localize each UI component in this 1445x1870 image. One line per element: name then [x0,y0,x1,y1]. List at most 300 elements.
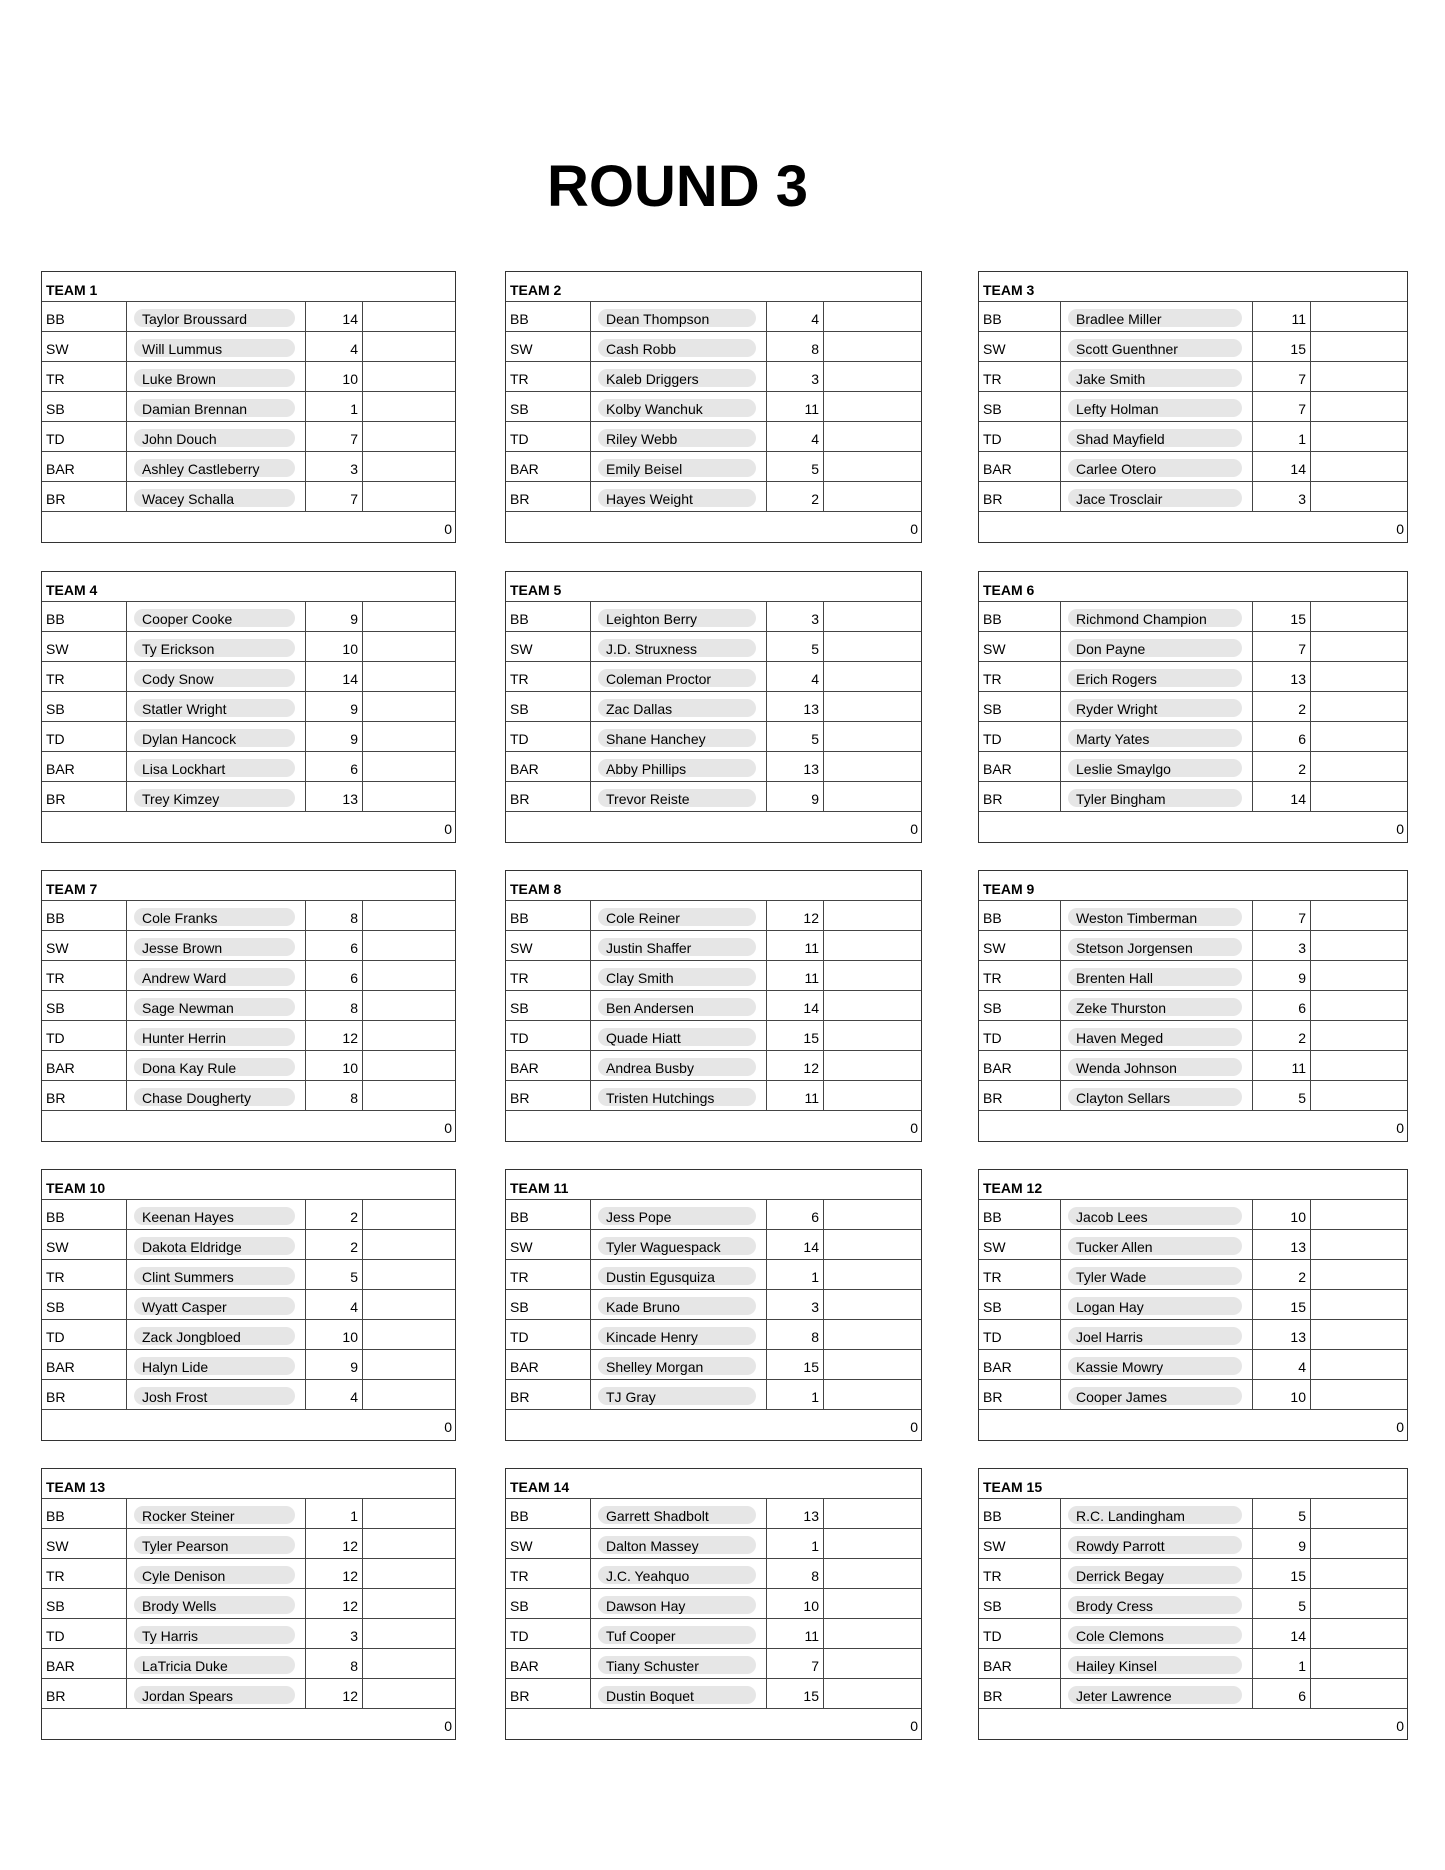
event-code: BR [510,1688,530,1704]
draw-number: 13 [803,761,819,777]
draw-number: 3 [811,611,819,627]
event-code: BR [46,1090,66,1106]
event-code: BR [510,791,530,807]
team-total: 0 [1396,521,1404,537]
team-label: TEAM 5 [510,582,562,598]
event-code: BB [46,910,65,926]
contestant-name: Brody Cress [1076,1598,1154,1614]
draw-number: 9 [811,791,819,807]
team-label: TEAM 4 [46,582,98,598]
table-row [506,1679,921,1709]
table-row [42,602,455,632]
event-code: BB [510,1508,529,1524]
table-row [979,1589,1407,1619]
contestant-name: Hunter Herrin [142,1030,227,1046]
table-row [506,1290,921,1320]
draw-number: 5 [811,461,819,477]
event-code: BB [46,1209,65,1225]
draw-number: 12 [342,1598,358,1614]
event-code: BB [983,910,1002,926]
event-code: SW [46,1538,69,1554]
table-row [979,1230,1407,1260]
draw-number: 6 [1298,1688,1306,1704]
draw-number: 4 [350,341,358,357]
contestant-name: Damian Brennan [142,401,248,417]
table-row [506,482,921,512]
contestant-name: Sage Newman [142,1000,234,1016]
event-code: TD [510,1628,529,1644]
contestant-name: J.C. Yeahquo [606,1568,690,1584]
team-header [506,871,921,901]
table-row [506,1081,921,1111]
event-code: TR [46,1269,65,1285]
event-code: TD [983,1030,1002,1046]
table-row [42,1559,455,1589]
contestant-name: Dustin Boquet [606,1688,694,1704]
draw-number: 5 [1298,1508,1306,1524]
draw-number: 9 [1298,1538,1306,1554]
draw-number: 10 [1290,1209,1306,1225]
team-label: TEAM 13 [46,1479,106,1495]
table-row [979,752,1407,782]
team-total-row [42,812,455,842]
team-total-row [979,1111,1407,1141]
contestant-name: Tristen Hutchings [606,1090,715,1106]
draw-number: 11 [804,1090,819,1106]
contestant-name: Andrea Busby [606,1060,694,1076]
contestant-name: Cooper Cooke [142,611,233,627]
event-code: SB [983,701,1002,717]
table-row [979,602,1407,632]
contestant-name: Ryder Wright [1076,701,1158,717]
draw-number: 6 [1298,731,1306,747]
draw-number: 3 [1298,940,1306,956]
team-header [506,572,921,602]
team-total: 0 [444,1718,452,1734]
draw-number: 12 [803,910,819,926]
contestant-name: Clay Smith [606,970,674,986]
draw-number: 2 [1298,761,1306,777]
team-label: TEAM 14 [510,1479,570,1495]
draw-number: 11 [804,401,819,417]
contestant-name: Stetson Jorgensen [1076,940,1193,956]
draw-number: 4 [350,1389,358,1405]
team-header [42,871,455,901]
draw-number: 7 [350,491,358,507]
event-code: BB [510,910,529,926]
draw-number: 10 [803,1598,819,1614]
draw-number: 2 [1298,1269,1306,1285]
draw-number: 1 [811,1389,819,1405]
contestant-name: Leslie Smaylgo [1076,761,1171,777]
contestant-name: Wacey Schalla [142,491,235,507]
table-row [979,901,1407,931]
team-table [41,1169,456,1441]
table-row [979,961,1407,991]
event-code: BR [46,1389,66,1405]
event-code: BAR [510,761,539,777]
draw-number: 8 [811,341,819,357]
team-label: TEAM 15 [983,1479,1043,1495]
event-code: BAR [983,461,1012,477]
draw-number: 12 [342,1538,358,1554]
event-code: TD [983,1628,1002,1644]
contestant-name: Brenten Hall [1076,970,1154,986]
event-code: BR [510,491,530,507]
table-row [42,302,455,332]
event-code: SB [983,1299,1002,1315]
contestant-name: Luke Brown [142,371,216,387]
table-row [42,991,455,1021]
table-row [506,692,921,722]
table-row [42,1679,455,1709]
draw-number: 9 [350,611,358,627]
table-row [42,722,455,752]
team-header [42,1170,455,1200]
draw-number: 9 [350,731,358,747]
draw-number: 2 [350,1239,358,1255]
contestant-name: Dustin Egusquiza [606,1269,715,1285]
draw-number: 5 [350,1269,358,1285]
table-row [979,662,1407,692]
draw-number: 7 [811,1658,819,1674]
team-label: TEAM 1 [46,282,98,298]
event-code: TD [510,731,529,747]
draw-number: 9 [350,1359,358,1375]
team-label: TEAM 8 [510,881,562,897]
draw-number: 10 [1290,1389,1306,1405]
team-total: 0 [910,1718,918,1734]
contestant-name: Andrew Ward [142,970,227,986]
draw-number: 6 [1298,1000,1306,1016]
table-row [42,482,455,512]
team-label: TEAM 9 [983,881,1035,897]
table-row [506,392,921,422]
event-code: TD [46,731,65,747]
event-code: SB [983,1598,1002,1614]
team-total: 0 [1396,1419,1404,1435]
draw-number: 1 [350,1508,358,1524]
event-code: TR [983,1568,1002,1584]
draw-number: 15 [1290,1568,1306,1584]
table-row [42,1260,455,1290]
contestant-name: Jordan Spears [142,1688,234,1704]
contestant-name: Clayton Sellars [1076,1090,1171,1106]
contestant-name: Joel Harris [1076,1329,1143,1345]
draw-number: 11 [804,970,819,986]
contestant-name: Cole Franks [142,910,218,926]
contestant-name: Bradlee Miller [1076,311,1162,327]
table-row [506,1589,921,1619]
event-code: TD [510,1030,529,1046]
draw-number: 7 [1298,401,1306,417]
event-code: BAR [510,1359,539,1375]
event-code: SB [510,1299,529,1315]
table-row [506,1021,921,1051]
table-row [42,1230,455,1260]
contestant-name: Dalton Massey [606,1538,699,1554]
table-row [979,1320,1407,1350]
contestant-name: Tyler Waguespack [606,1239,721,1255]
contestant-name: Kassie Mowry [1076,1359,1164,1375]
team-total: 0 [910,821,918,837]
event-code: BAR [983,1359,1012,1375]
team-total-row [506,812,921,842]
team-label: TEAM 2 [510,282,562,298]
contestant-name: Brody Wells [142,1598,217,1614]
contestant-name: Cyle Denison [142,1568,226,1584]
table-row [506,991,921,1021]
table-row [979,1679,1407,1709]
event-code: SW [510,1538,533,1554]
contestant-name: Rowdy Parrott [1076,1538,1165,1554]
table-row [506,332,921,362]
contestant-name: Quade Hiatt [606,1030,681,1046]
contestant-name: Rocker Steiner [142,1508,235,1524]
table-row [506,422,921,452]
table-row [506,1200,921,1230]
team-total: 0 [444,1419,452,1435]
draw-number: 2 [1298,1030,1306,1046]
event-code: BB [983,311,1002,327]
draw-number: 4 [350,1299,358,1315]
contestant-name: Lefty Holman [1076,401,1159,417]
team-header [979,1170,1407,1200]
table-row [42,332,455,362]
table-row [506,722,921,752]
team-label: TEAM 10 [46,1180,106,1196]
contestant-name: Shelley Morgan [606,1359,704,1375]
event-code: SW [983,341,1006,357]
table-row [506,1380,921,1410]
team-total-row [506,512,921,542]
draw-number: 10 [342,371,358,387]
table-row [979,1649,1407,1679]
team-label: TEAM 3 [983,282,1035,298]
event-code: SW [510,1239,533,1255]
draw-number: 15 [1290,611,1306,627]
event-code: TD [983,1329,1002,1345]
draw-number: 5 [811,731,819,747]
event-code: BB [983,611,1002,627]
team-header [42,272,455,302]
draw-number: 3 [1298,491,1306,507]
draw-number: 8 [350,1000,358,1016]
table-row [979,1051,1407,1081]
draw-number: 8 [811,1568,819,1584]
draw-number: 13 [803,701,819,717]
team-label: TEAM 6 [983,582,1035,598]
table-row [506,1649,921,1679]
contestant-name: Dakota Eldridge [142,1239,242,1255]
table-row [979,332,1407,362]
draw-number: 10 [342,641,358,657]
event-code: BAR [46,461,75,477]
contestant-name: Shad Mayfield [1076,431,1165,447]
table-row [506,1559,921,1589]
draw-number: 11 [804,940,819,956]
draw-number: 15 [803,1030,819,1046]
contestant-name: Wenda Johnson [1076,1060,1177,1076]
table-row [979,1529,1407,1559]
table-row [42,1589,455,1619]
table-row [979,1290,1407,1320]
draw-number: 15 [1290,341,1306,357]
contestant-name: Abby Phillips [606,761,687,777]
draw-number: 11 [1291,1060,1306,1076]
team-label: TEAM 12 [983,1180,1043,1196]
event-code: SB [983,401,1002,417]
draw-number: 15 [803,1359,819,1375]
draw-number: 8 [350,1658,358,1674]
draw-number: 3 [350,461,358,477]
contestant-name: Zeke Thurston [1076,1000,1167,1016]
draw-number: 4 [1298,1359,1306,1375]
draw-number: 9 [350,701,358,717]
contestant-name: Justin Shaffer [606,940,692,956]
draw-number: 2 [1298,701,1306,717]
team-table [41,870,456,1142]
event-code: BR [983,791,1003,807]
table-row [506,782,921,812]
contestant-name: Tiany Schuster [606,1658,699,1674]
table-row [979,392,1407,422]
table-row [506,662,921,692]
team-table [41,571,456,843]
event-code: TR [510,371,529,387]
draw-number: 1 [811,1538,819,1554]
event-code: BB [983,1508,1002,1524]
team-total: 0 [910,521,918,537]
contestant-name: Taylor Broussard [142,311,248,327]
draw-number: 5 [811,641,819,657]
draw-number: 11 [1291,311,1306,327]
event-code: TR [983,1269,1002,1285]
table-row [42,1021,455,1051]
event-code: TR [510,671,529,687]
contestant-name: Derrick Begay [1076,1568,1164,1584]
draw-number: 14 [342,311,358,327]
contestant-name: Ben Andersen [606,1000,694,1016]
team-header [506,1469,921,1499]
table-row [979,632,1407,662]
team-total-row [979,1410,1407,1440]
table-row [42,1320,455,1350]
team-total-row [979,512,1407,542]
contestant-name: Dylan Hancock [142,731,237,747]
draw-number: 15 [1290,1299,1306,1315]
draw-number: 7 [1298,641,1306,657]
table-row [506,1260,921,1290]
team-total-row [506,1709,921,1739]
table-row [506,1051,921,1081]
draw-number: 12 [342,1568,358,1584]
event-code: TD [46,1030,65,1046]
event-code: BAR [46,761,75,777]
event-code: SW [983,1239,1006,1255]
event-code: SW [46,940,69,956]
team-total: 0 [1396,1718,1404,1734]
draw-number: 12 [803,1060,819,1076]
contestant-name: Keenan Hayes [142,1209,234,1225]
table-row [979,302,1407,332]
draw-number: 1 [811,1269,819,1285]
draw-number: 1 [350,401,358,417]
table-row [979,1559,1407,1589]
contestant-name: Leighton Berry [606,611,698,627]
table-row [42,752,455,782]
table-row [506,1499,921,1529]
table-row [42,1529,455,1559]
draw-number: 5 [1298,1090,1306,1106]
contestant-name: Kolby Wanchuk [606,401,703,417]
team-table [41,271,456,543]
event-code: SB [510,701,529,717]
contestant-name: Cash Robb [606,341,677,357]
draw-number: 1 [1298,1658,1306,1674]
contestant-name: Ashley Castleberry [142,461,260,477]
event-code: BB [46,1508,65,1524]
contestant-name: Cody Snow [142,671,214,687]
table-row [979,1350,1407,1380]
event-code: TR [46,1568,65,1584]
contestant-name: Garrett Shadbolt [606,1508,709,1524]
contestant-name: Tucker Allen [1076,1239,1153,1255]
draw-number: 14 [1290,791,1306,807]
table-row [506,931,921,961]
draw-number: 4 [811,431,819,447]
contestant-name: Erich Rogers [1076,671,1157,687]
table-row [42,1380,455,1410]
team-table [978,870,1408,1142]
draw-number: 6 [350,940,358,956]
contestant-name: Josh Frost [142,1389,208,1405]
table-row [979,931,1407,961]
team-total-row [42,1709,455,1739]
team-total: 0 [444,821,452,837]
table-row [979,1021,1407,1051]
contestant-name: Shane Hanchey [606,731,706,747]
table-row [42,1350,455,1380]
table-row [506,302,921,332]
contestant-name: Hayes Weight [606,491,693,507]
contestant-name: J.D. Struxness [606,641,698,657]
contestant-name: Dawson Hay [606,1598,686,1614]
event-code: BR [983,1688,1003,1704]
contestant-name: Dona Kay Rule [142,1060,237,1076]
draw-number: 13 [1290,671,1306,687]
event-code: SW [46,641,69,657]
event-code: BAR [983,1658,1012,1674]
table-row [42,662,455,692]
table-row [42,392,455,422]
draw-number: 10 [342,1060,358,1076]
contestant-name: Trey Kimzey [142,791,220,807]
contestant-name: Richmond Champion [1076,611,1207,627]
team-header [506,272,921,302]
table-row [979,1499,1407,1529]
team-header [42,1469,455,1499]
contestant-name: Hailey Kinsel [1076,1658,1157,1674]
table-row [506,602,921,632]
table-row [42,1499,455,1529]
contestant-name: Ty Harris [142,1628,198,1644]
contestant-name: TJ Gray [606,1389,656,1405]
draw-number: 2 [811,491,819,507]
table-row [979,482,1407,512]
contestant-name: Marty Yates [1076,731,1150,747]
contestant-name: Tyler Wade [1076,1269,1147,1285]
